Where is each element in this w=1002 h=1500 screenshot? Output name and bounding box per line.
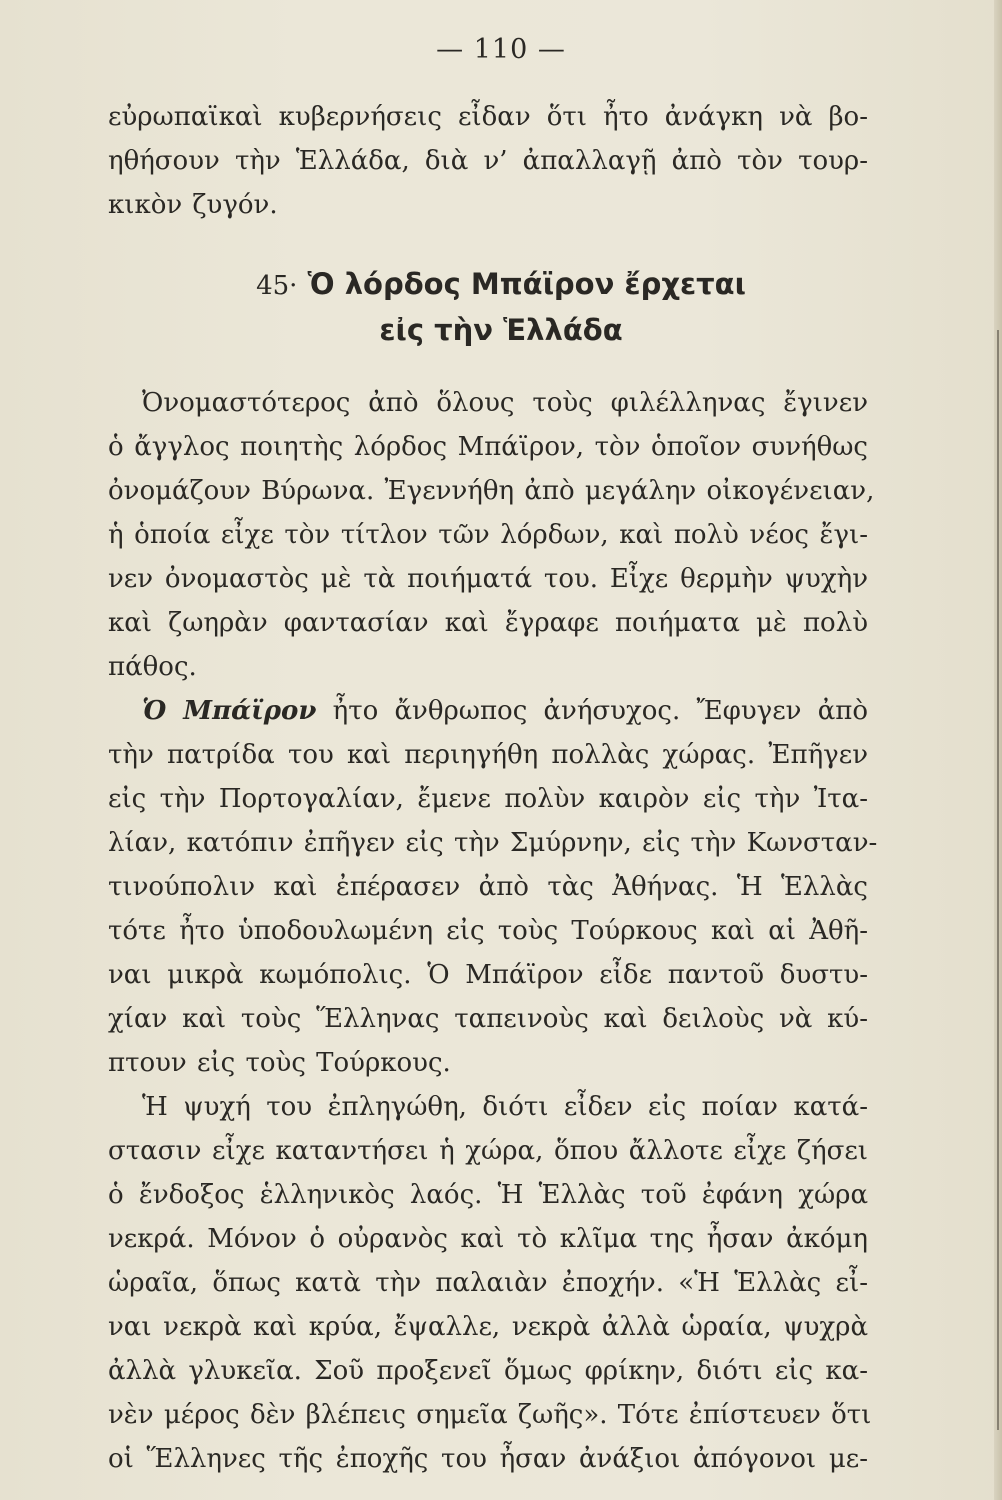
text-span: ἦτο ἄνθρωπος ἀνήσυχος. Ἔφυγεν ἀπὸ: [332, 696, 869, 726]
text-line: ηθήσουν τὴν Ἑλλάδα, διὰ ν’ ἀπαλλαγῇ ἀπὸ τὸν τουρ-: [108, 146, 868, 176]
section-number: 45·: [256, 271, 298, 301]
text-line: νὲν μέρος δὲν βλέπεις σημεῖα ζωῆς». Τότε ἐπίστευεν ὅτι: [108, 1400, 872, 1430]
heading-title-part-1: Ὁ λόρδος Μπάϊρον ἔρχεται: [307, 267, 746, 301]
text-line: τὴν πατρίδα του καὶ περιηγήθη πολλὰς χώρας. Ἐπῆγεν: [108, 740, 868, 770]
text-line: οἱ Ἕλληνες τῆς ἐποχῆς του ἦσαν ἀνάξιοι ἀπόγονοι με-: [108, 1444, 868, 1474]
heading-line-1: [0, 262, 1002, 308]
text-line: ὁ ἔνδοξος ἑλληνικὸς λαός. Ἡ Ἑλλὰς τοῦ ἐφάνη χώρα: [108, 1180, 868, 1210]
text-line: ὀνομάζουν Βύρωνα. Ἐγεννήθη ἀπὸ μεγάλην οἰκογένειαν,: [108, 476, 875, 506]
text-line: ὁ ἄγγλος ποιητὴς λόρδος Μπάϊρον, τὸν ὁποῖον συνήθως: [108, 432, 868, 462]
text-line: κικὸν ζυγόν.: [108, 190, 278, 220]
text-line: ἡ ὁποία εἶχε τὸν τίτλον τῶν λόρδων, καὶ πολὺ νέος ἔγι-: [108, 520, 868, 550]
text-line: ναι μικρὰ κωμόπολις. Ὁ Μπάϊρον εἶδε παντοῦ δυστυ-: [108, 960, 868, 990]
text-line: ἀλλὰ γλυκεῖα. Σοῦ προξενεῖ ὅμως φρίκην, διότι εἰς κα-: [108, 1356, 868, 1386]
continued-text: [108, 95, 868, 227]
text-line: χίαν καὶ τοὺς Ἕλληνας ταπεινοὺς καὶ δειλοὺς νὰ κύ-: [108, 1004, 868, 1034]
text-line: εὐρωπαϊκαὶ κυβερνήσεις εἶδαν ὅτι ἦτο ἀνάγκη νὰ βο-: [108, 102, 868, 132]
text-line: νεν ὀνομαστὸς μὲ τὰ ποιήματά του. Εἶχε θερμὴν ψυχὴν: [108, 564, 868, 594]
text-line: τινούπολιν καὶ ἐπέρασεν ἀπὸ τὰς Ἀθήνας. Ἡ Ἑλλὰς: [108, 872, 868, 902]
text-line: εἰς τὴν Πορτογαλίαν, ἔμενε πολὺν καιρὸν εἰς τὴν Ἰτα-: [108, 784, 868, 814]
text-line: [108, 689, 868, 733]
emphasized-name: Ὁ Μπάϊρον: [142, 696, 317, 726]
text-line: πτουν εἰς τοὺς Τούρκους.: [108, 1048, 451, 1078]
page-number: — 110 —: [436, 34, 566, 65]
text-line: νεκρά. Μόνον ὁ οὐρανὸς καὶ τὸ κλῖμα της ἦσαν ἀκόμη: [108, 1224, 868, 1254]
binding-shadow: [997, 330, 999, 1430]
text-line: Ὀνομαστότερος ἀπὸ ὅλους τοὺς φιλέλληνας ἔγινεν: [142, 388, 868, 418]
text-line: Ἡ ψυχή του ἐπληγώθη, διότι εἶδεν εἰς ποίαν κατά-: [142, 1092, 868, 1122]
section-heading: [0, 262, 1002, 352]
heading-title-part-2: εἰς τὴν Ἑλλάδα: [379, 313, 623, 347]
body-text: [108, 381, 878, 1481]
text-line: ὡραῖα, ὅπως κατὰ τὴν παλαιὰν ἐποχήν. «Ἡ Ἑλλὰς εἶ-: [108, 1268, 868, 1298]
text-line: πάθος.: [108, 652, 197, 682]
text-line: λίαν, κατόπιν ἐπῆγεν εἰς τὴν Σμύρνην, εἰς τὴν Κωνσταν-: [108, 828, 878, 858]
text-line: καὶ ζωηρὰν φαντασίαν καὶ ἔγραφε ποιήματα μὲ πολὺ: [108, 608, 868, 638]
text-line: ναι νεκρὰ καὶ κρύα, ἔψαλλε, νεκρὰ ἀλλὰ ὡραία, ψυχρὰ: [108, 1312, 868, 1342]
text-line: στασιν εἶχε καταντήσει ἡ χώρα, ὅπου ἄλλοτε εἶχε ζήσει: [108, 1136, 868, 1166]
text-line: τότε ἦτο ὑποδουλωμένη εἰς τοὺς Τούρκους καὶ αἱ Ἀθῆ-: [108, 916, 868, 946]
